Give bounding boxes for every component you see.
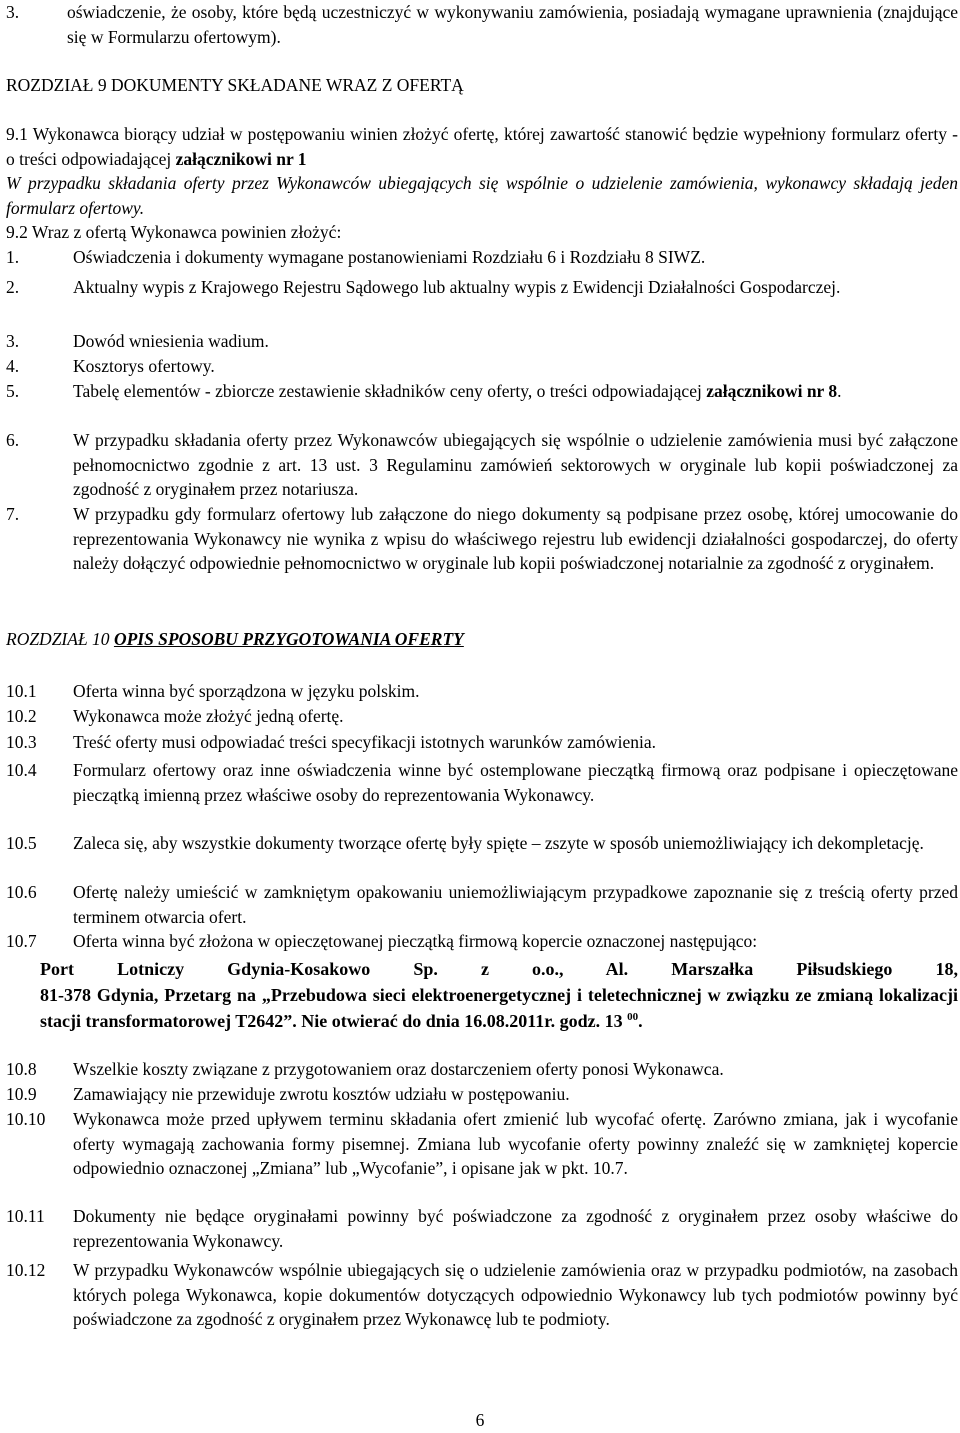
item-number: 10.1 [6,681,37,701]
chapter-9-heading: ROZDZIAŁ 9 DOKUMENTY SKŁADANE WRAZ Z OFERTĄ [6,75,464,95]
item-text: Dowód wniesienia wadium. [73,331,269,351]
item-number: 10.6 [6,882,37,902]
list-item [6,379,958,404]
list-item [6,329,958,354]
list-item [6,1258,958,1332]
list-item [6,730,958,755]
paragraph-9-2: 9.2 Wraz z ofertą Wykonawca powinien złożyć: [6,222,342,242]
envelope-address [40,956,958,1034]
address-text: 81-378 Gdynia, Przetarg na „Przebudowa sieci elektroenergetycznej i teletechnicznej w związku ze zmianą lokalizacji stacji transformatorowej T2642”. Nie otwierać do dnia 16.08.2011r. godz. 13 [40,985,958,1031]
item-text: Ofertę należy umieścić w zamkniętym opakowaniu uniemożliwiającym przypadkowe zapoznanie się z treścią oferty przed terminem otwarcia ofert. [73,882,958,927]
item-text [73,379,958,404]
item-number: 10.10 [6,1109,46,1129]
chapter-10-heading [6,627,464,652]
item-text: Wszelkie koszty związane z przygotowaniem oraz dostarczeniem oferty ponosi Wykonawca. [73,1059,724,1079]
item-number: 10.2 [6,706,37,726]
list-item [6,1082,958,1107]
item-number: 1. [6,247,20,267]
item-number: 10.9 [6,1084,37,1104]
list-item [0,0,958,49]
hour-superscript: 00 [627,1011,639,1023]
item-text: Oferta winna być złożona w opieczętowanej pieczątką firmową kopercie oznaczonej następująco: [73,931,758,951]
list-item [6,1107,958,1181]
item-number: 6. [6,430,20,450]
item-number: 4. [6,356,20,376]
address-line-1: Port Lotniczy Gdynia-Kosakowo Sp. z o.o., Al. Marszałka Piłsudskiego 18, [40,959,958,979]
list-item [6,704,958,729]
paragraph-9-1-text: 9.1 Wykonawca biorący udział w postępowaniu winien złożyć ofertę, której zawartość stanowić będzie wypełniony formularz oferty - o treści odpowiadającej [6,124,958,169]
address-line-2 [40,982,958,1034]
chapter-10-title: OPIS SPOSOBU PRZYGOTOWANIA OFERTY [113,629,464,649]
list-item [6,831,958,856]
item-number: 10.11 [6,1206,45,1226]
item-text: Zamawiający nie przewiduje zwrotu kosztów udziału w postępowaniu. [73,1084,570,1104]
item-number: 3. [6,2,20,22]
item-number: 2. [6,277,20,297]
item-number: 10.8 [6,1059,37,1079]
address-end: . [638,1011,643,1031]
paragraph-9-1-note: W przypadku składania oferty przez Wykonawców ubiegających się wspólnie o udzielenie zamówienia, wykonawcy składają jeden formularz ofertowy. [6,173,958,218]
item-text: Wykonawca może złożyć jedną ofertę. [73,706,344,726]
item-text: Formularz ofertowy oraz inne oświadczenia winne być ostemplowane pieczątką firmową oraz podpisane i opieczętowane pieczątką imienną przez właściwe osoby do reprezentowania Wykonawcy. [73,760,958,805]
item-text-tail: . [837,381,842,401]
item-number: 7. [6,504,20,524]
item-text: Dokumenty nie będące oryginałami powinny być poświadczone za zgodność z oryginałem przez osoby właściwe do reprezentowania Wykonawcy. [73,1206,958,1251]
item-number: 10.12 [6,1260,46,1280]
list-item [6,502,958,576]
list-item [6,1057,958,1082]
item-text: W przypadku składania oferty przez Wykonawców ubiegających się wspólnie o udzielenie zamówienia musi być załączone pełnomocnictwo zgodnie z art. 13 ust. 3 Regulaminu zamówień sektorowych w oryginale lub kopii poświadczonej za zgodność z oryginałem przez notariusza. [73,430,958,499]
list-item [6,1204,958,1253]
item-text: Aktualny wypis z Krajowego Rejestru Sądowego lub aktualny wypis z Ewidencji Działalności Gospodarczej. [73,277,841,297]
item-number: 5. [6,381,20,401]
item-text: W przypadku Wykonawców wspólnie ubiegających się o udzielenie zamówienia oraz w przypadku podmiotów, na zasobach których polega Wykonawca, kopie dokumentów dotyczących odpowiednio Wykonawcy lub tych podmiotów powinny być poświadczone za zgodność z oryginałem przez Wykonawcę lub te podmioty. [73,1260,958,1329]
list-item [6,275,958,300]
item-text: oświadczenie, że osoby, które będą uczestniczyć w wykonywaniu zamówienia, posiadają wymagane uprawnienia (znajdujące się w Formularzu ofertowym). [67,2,958,47]
item-text: W przypadku gdy formularz ofertowy lub załączone do niego dokumenty są podpisane przez osobę, której umocowanie do reprezentowania Wykonawcy nie wynika z wpisu do właściwego rejestru lub ewidencji działalności gospodarczej, do oferty należy dołączyć odpowiednie pełnomocnictwo w oryginale lub kopii poświadczonej notarialnie za zgodność z oryginałem. [73,504,958,573]
item-text: Wykonawca może przed upływem terminu składania ofert zmienić lub wycofać ofertę. Zarówno zmiana, jak i wycofanie oferty wymagają zachowania formy pisemnej. Zmiana lub wycofanie oferty powinny znaleźć się w zamkniętej kopercie odpowiednio oznaczonej „Zmiana” lub „Wycofanie”, i opisane jak w pkt. 10.7. [73,1109,958,1178]
attachment-ref: załącznikowi nr 8 [706,381,838,401]
list-item [6,354,958,379]
item-text: Oświadczenia i dokumenty wymagane postanowieniami Rozdziału 6 i Rozdziału 8 SIWZ. [73,247,706,267]
chapter-10-label: ROZDZIAŁ 10 [6,629,114,649]
attachment-ref: załącznikowi nr 1 [175,148,307,169]
item-text-part: Tabelę elementów - zbiorcze zestawienie składników ceny oferty, o treści odpowiadającej [73,381,707,401]
item-text: Oferta winna być sporządzona w języku polskim. [73,681,420,701]
list-item [6,758,958,807]
item-text: Treść oferty musi odpowiadać treści specyfikacji istotnych warunków zamówienia. [73,732,657,752]
item-text: Kosztorys ofertowy. [73,356,215,376]
item-text: Zaleca się, aby wszystkie dokumenty tworzące ofertę były spięte – zszyte w sposób uniemożliwiający ich dekompletację. [73,833,924,853]
paragraph-9-1 [6,122,958,171]
list-item [6,428,958,502]
list-item [6,679,958,704]
page-number: 6 [475,1410,485,1430]
item-number: 10.7 [6,931,37,951]
item-number: 10.3 [6,732,37,752]
list-item [6,245,958,270]
list-item [6,880,958,929]
list-item [6,929,958,954]
item-number: 10.5 [6,833,37,853]
item-number: 3. [6,331,20,351]
item-number: 10.4 [6,760,37,780]
